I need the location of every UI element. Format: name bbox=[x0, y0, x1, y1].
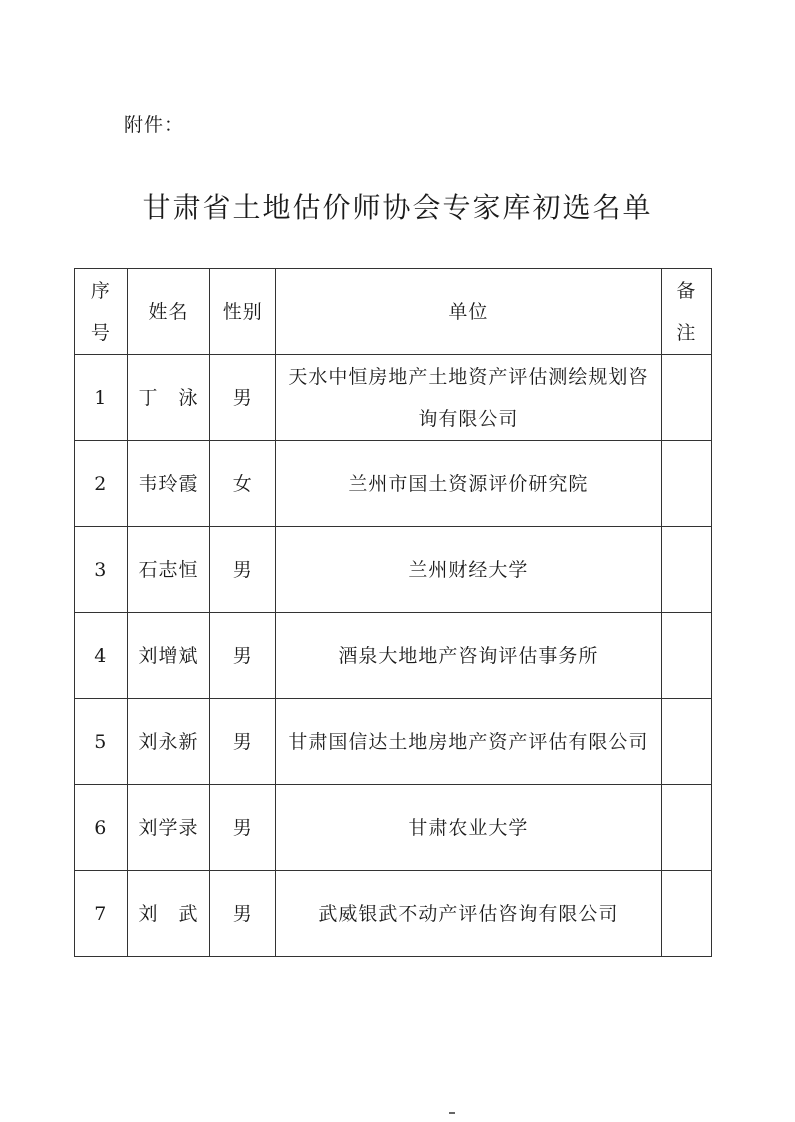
cell-no: 3 bbox=[75, 527, 128, 613]
cell-remark bbox=[661, 441, 711, 527]
table-row bbox=[75, 785, 712, 871]
table-row bbox=[75, 613, 712, 699]
header-org: 单位 bbox=[276, 269, 662, 355]
expert-roster-table bbox=[74, 268, 712, 957]
cell-name: 韦玲霞 bbox=[127, 441, 210, 527]
cell-gender: 男 bbox=[210, 527, 276, 613]
header-remark: 备注 bbox=[661, 269, 711, 355]
table-row bbox=[75, 441, 712, 527]
attachment-label: 附件： bbox=[124, 114, 185, 136]
header-no: 序号 bbox=[75, 269, 128, 355]
cell-gender: 男 bbox=[210, 871, 276, 957]
cell-org: 甘肃农业大学 bbox=[276, 785, 662, 871]
cell-name: 石志恒 bbox=[127, 527, 210, 613]
table-row bbox=[75, 699, 712, 785]
cell-org: 武威银武不动产评估咨询有限公司 bbox=[276, 871, 662, 957]
cell-name: 刘永新 bbox=[127, 699, 210, 785]
cell-name: 刘增斌 bbox=[127, 613, 210, 699]
cell-name: 刘 武 bbox=[127, 871, 210, 957]
cell-org: 甘肃国信达土地房地产资产评估有限公司 bbox=[276, 699, 662, 785]
cell-no: 4 bbox=[75, 613, 128, 699]
header-name: 姓名 bbox=[127, 269, 210, 355]
table-row bbox=[75, 355, 712, 441]
cell-org: 天水中恒房地产土地资产评估测绘规划咨询有限公司 bbox=[276, 355, 662, 441]
cell-no: 5 bbox=[75, 699, 128, 785]
table-header-row bbox=[75, 269, 712, 355]
cell-remark bbox=[661, 355, 711, 441]
header-gender: 性别 bbox=[210, 269, 276, 355]
cell-remark bbox=[661, 699, 711, 785]
scan-speck bbox=[449, 1112, 455, 1114]
cell-remark bbox=[661, 527, 711, 613]
table-row bbox=[75, 871, 712, 957]
table-row bbox=[75, 527, 712, 613]
cell-gender: 男 bbox=[210, 785, 276, 871]
cell-remark bbox=[661, 785, 711, 871]
cell-remark bbox=[661, 871, 711, 957]
document-title: 甘肃省土地估价师协会专家库初选名单 bbox=[142, 191, 653, 224]
cell-gender: 男 bbox=[210, 355, 276, 441]
cell-org: 兰州财经大学 bbox=[276, 527, 662, 613]
cell-no: 7 bbox=[75, 871, 128, 957]
cell-name: 刘学录 bbox=[127, 785, 210, 871]
cell-no: 1 bbox=[75, 355, 128, 441]
cell-name: 丁 泳 bbox=[127, 355, 210, 441]
cell-no: 6 bbox=[75, 785, 128, 871]
cell-no: 2 bbox=[75, 441, 128, 527]
cell-gender: 男 bbox=[210, 613, 276, 699]
cell-org: 兰州市国土资源评价研究院 bbox=[276, 441, 662, 527]
cell-org: 酒泉大地地产咨询评估事务所 bbox=[276, 613, 662, 699]
cell-gender: 男 bbox=[210, 699, 276, 785]
cell-remark bbox=[661, 613, 711, 699]
cell-gender: 女 bbox=[210, 441, 276, 527]
